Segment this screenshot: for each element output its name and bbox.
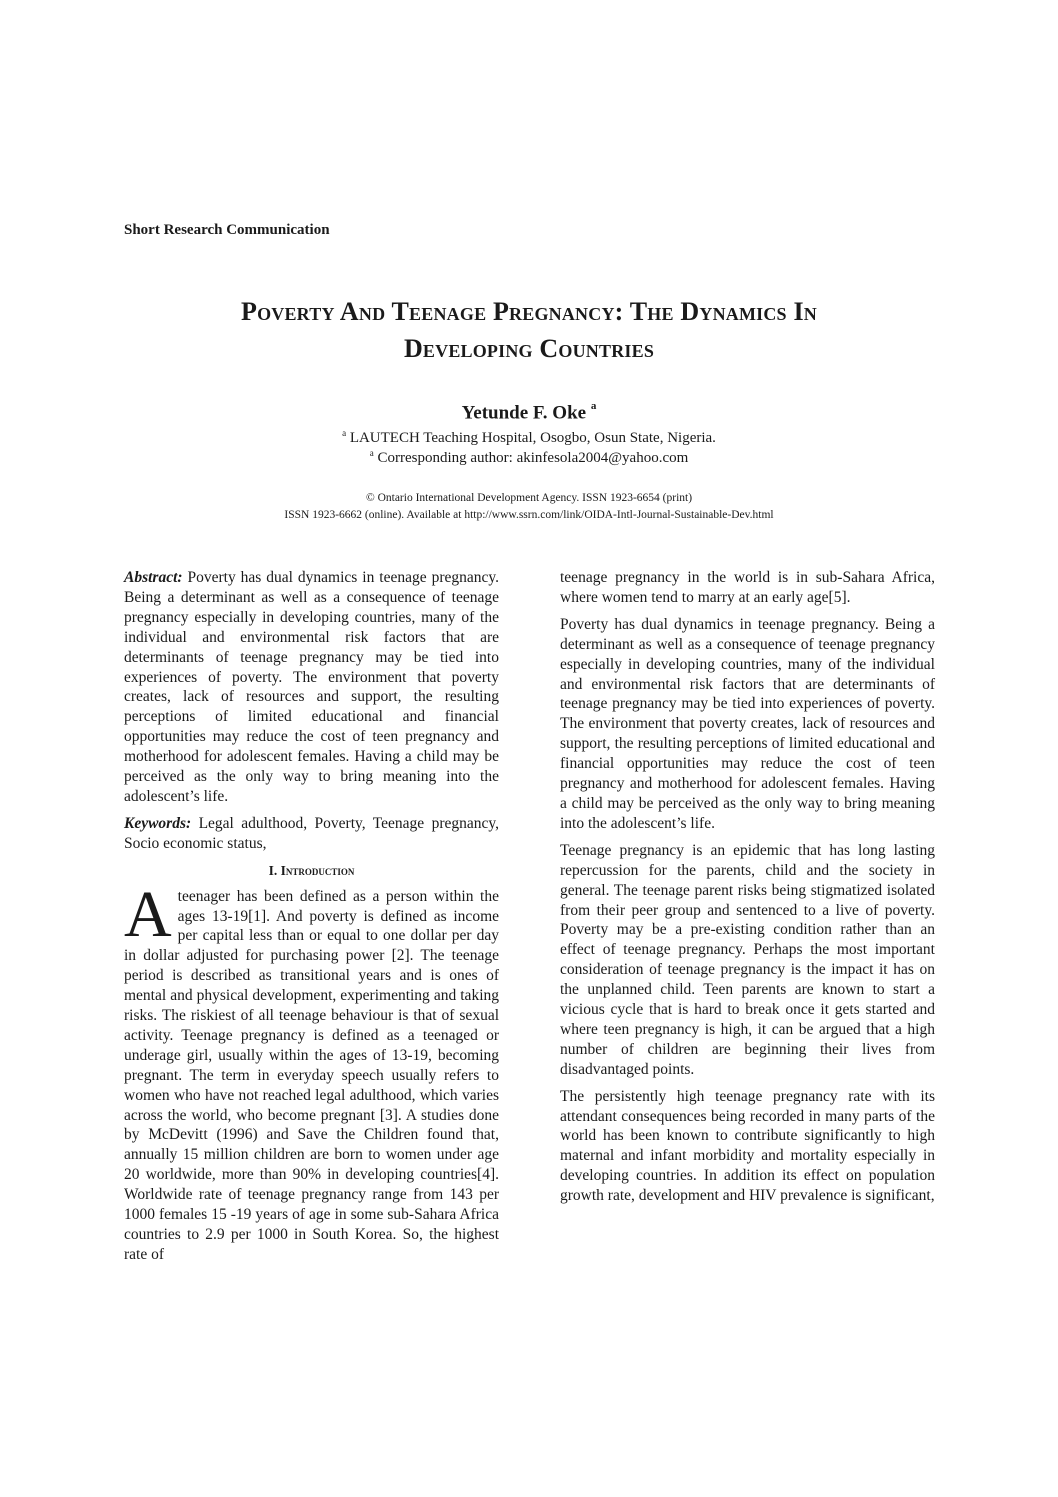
affiliation-superscript: a (342, 428, 347, 438)
abstract-text: Poverty has dual dynamics in teenage pregnancy. Being a determinant as well as a consequence of teenage pregnancy especially in developing countries, many of the individual and environmental risk factors that are determinants of teenage pregnancy may be tied into experiences of poverty. The environment that poverty creates, lack of resources and support, the resulting perceptions of limited educational and financial opportunities may reduce the cost of teen pregnancy and motherhood for adolescent females. Having a child may be perceived as the only way to bring meaning into the adolescent’s life. (124, 569, 499, 805)
right-paragraph-2: Teenage pregnancy is an epidemic that has long lasting repercussion for the parents, child and the society in general. The teenage parent risks being stigmatized isolated from their peer group and sentenced to a live of poverty. Poverty may be a pre-existing condition rather than an effect of teenage pregnancy. Perhaps the most important consideration of teenage pregnancy is the impact it has on the unplanned child. Teen parents are known to start a vicious cycle that is hard to break once it gets started and where teen pregnancy is high, it can be argued that a high number of children are beginning their lives from disadvantaged points. (560, 841, 935, 1078)
abstract (124, 568, 499, 807)
affiliation (0, 428, 1058, 447)
keywords-label: Keywords: (124, 814, 192, 832)
drop-cap: A (124, 877, 172, 951)
author-superscript: a (590, 400, 597, 412)
right-paragraph-0: teenage pregnancy in the world is in sub-Sahara Africa, where women tend to marry at an early age[5]. (560, 569, 935, 606)
corresponding-superscript: a (369, 448, 374, 458)
copyright-line-2: ISSN 1923-6662 (online). Available at http://www.ssrn.com/link/OIDA-Intl-Journal-Sustainable-Dev.html (284, 509, 774, 521)
author-name (0, 402, 1058, 424)
corresponding-text: Corresponding author: akinfesola2004@yahoo.com (377, 450, 689, 466)
left-column (124, 568, 499, 1272)
keywords (124, 814, 499, 854)
right-paragraph-3: The persistently high teenage pregnancy rate with its attendant consequences being recorded in many parts of the world has been known to contribute significantly to high maternal and infant morbidity and mortality especially in developing countries. In addition its effect on population growth rate, development and HIV prevalence is significant, (560, 1087, 935, 1205)
right-paragraph-1: Poverty has dual dynamics in teenage pregnancy. Being a determinant as well as a consequence of teenage pregnancy especially in developing countries, many of the individual and environmental risk factors that are determinants of teenage pregnancy may be tied into experiences of poverty. The environment that poverty creates, lack of resources and support, the resulting perceptions of limited educational and financial opportunities may reduce the cost of teen pregnancy and motherhood for adolescent females. Having a child may be perceived as the only way to bring meaning into the adolescent’s life. (560, 615, 935, 832)
copyright-notice (0, 490, 1058, 524)
section-heading-introduction: I. Introduction (268, 862, 355, 878)
author-name-text: Yetunde F. Oke (461, 402, 587, 424)
title-line-2: Developing Countries (403, 334, 655, 363)
abstract-label: Abstract: (124, 569, 183, 586)
corresponding-author (0, 448, 1058, 467)
right-column (560, 568, 935, 1213)
title-line-1: Poverty And Teenage Pregnancy: The Dynamics In (240, 297, 817, 326)
introduction-text: teenager has been defined as a person within the ages 13-19[1]. And poverty is defined as income per capital less than or equal to one dollar per day in dollar adjusted for purchasing power [2]. The teenage period is described as transitional years and is ones of mental and physical development, experimenting and taking risks. The riskiest of all teenage behaviour is that of sexual activity. Teenage pregnancy is defined as a teenaged or underage girl, usually within the ages of 13-19, becoming pregnant. The term in everyday speech usually refers to women who have not reached legal adulthood, which varies across the world, who become pregnant [3]. A studies done by McDevitt (1996) and Save the Children found that, annually 15 million children are born to women under age 20 worldwide, more than 90% in developing countries[4]. Worldwide rate of teenage pregnancy range from 143 per 1000 females 15 -19 years of age in some sub-Sahara Africa countries to 2.9 per 1000 in South Korea. So, the highest rate of (124, 887, 499, 1263)
introduction-paragraph (124, 877, 499, 1265)
paper-title (100, 293, 958, 367)
affiliation-text: LAUTECH Teaching Hospital, Osogbo, Osun State, Nigeria. (349, 430, 716, 446)
copyright-line-1: © Ontario International Development Agency. ISSN 1923-6654 (print) (365, 492, 693, 504)
keywords-text: Legal adulthood, Poverty, Teenage pregnancy, Socio economic status, (124, 814, 499, 852)
section-label: Short Research Communication (124, 222, 330, 238)
